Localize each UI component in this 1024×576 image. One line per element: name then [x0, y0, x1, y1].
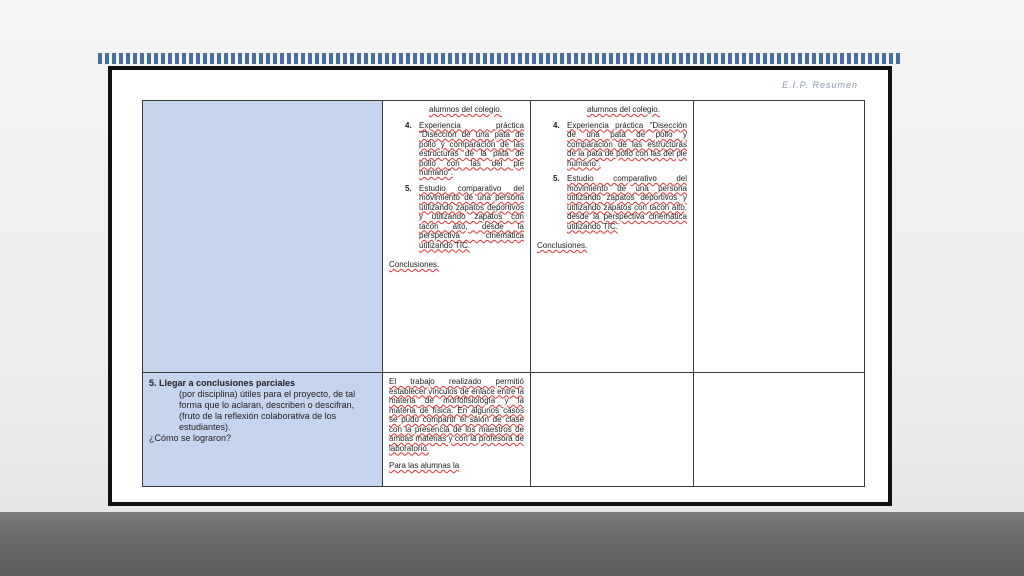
table-cell-label: [143, 373, 383, 487]
list-item: [389, 121, 524, 178]
list-item: [389, 184, 524, 251]
item-number: 4.: [405, 120, 412, 130]
item-text: Estudio comparativo del movimiento de una persona utilizando zapatos deportivos y utilizando zapatos con tacón alto, desde la perspectiva cinemática utilizando TIC.: [567, 174, 687, 231]
table-cell-col4: [694, 373, 865, 487]
list-item: [537, 121, 687, 169]
summary-table: [142, 100, 865, 487]
document-page: [108, 66, 892, 506]
item-number: 5.: [405, 183, 412, 193]
step-title: 5. Llegar a conclusiones parciales: [149, 378, 296, 388]
item-text: Experiencia práctica "Disección de una pata de pollo y comparación de las estructuras de la pata de pollo con las del pie humano".: [567, 120, 687, 168]
cell-lead: alumnos del colegio.: [587, 105, 660, 114]
table-cell-col4: [694, 101, 865, 373]
cell-text-tail: Para las alumnas la: [389, 461, 460, 470]
table-cell-col3: [531, 101, 694, 373]
item-text: Estudio comparativo del movimiento de una persona utilizando zapatos deportivos y utilizando zapatos con tacón alto, desde la perspectiva cinemática utilizando TIC.: [419, 183, 524, 250]
cell-text: El trabajo realizado permitió establecer vínculos de enlace entre la materia de morfofisiología y la materia de física. En algunos casos se pudo compartir el salón de clase con la presencia de los maestros de ambas materias y con la profesora de laboratorio.: [389, 377, 524, 453]
table-row: [143, 101, 865, 373]
document-header: E.I.P. Resumen: [782, 80, 858, 90]
table-cell-label: [143, 101, 383, 373]
step-description: (por disciplina) útiles para el proyecto, de tal forma que lo aclaran, describen o descifran, (fruto de la reflexión colaborativa de los estudiantes).: [179, 388, 356, 432]
floor-background: [0, 512, 1024, 576]
step-question: ¿Cómo se lograron?: [149, 432, 232, 443]
item-text: Experiencia práctica "Disección de una pata de pollo y comparación de las estructuras de la pata de pollo con las del pie humano".: [419, 120, 524, 177]
conclusions-label: Conclusiones.: [389, 260, 440, 269]
table-cell-col2: [383, 373, 531, 487]
item-number: 4.: [553, 120, 560, 130]
table-cell-col3: [531, 373, 694, 487]
table-row: [143, 373, 865, 487]
decorative-stripe: [98, 53, 902, 64]
item-number: 5.: [553, 174, 560, 183]
conclusions-label: Conclusiones.: [537, 241, 588, 250]
list-item: [537, 174, 687, 231]
table-cell-col2: [383, 101, 531, 373]
cell-lead: alumnos del colegio.: [429, 105, 502, 114]
